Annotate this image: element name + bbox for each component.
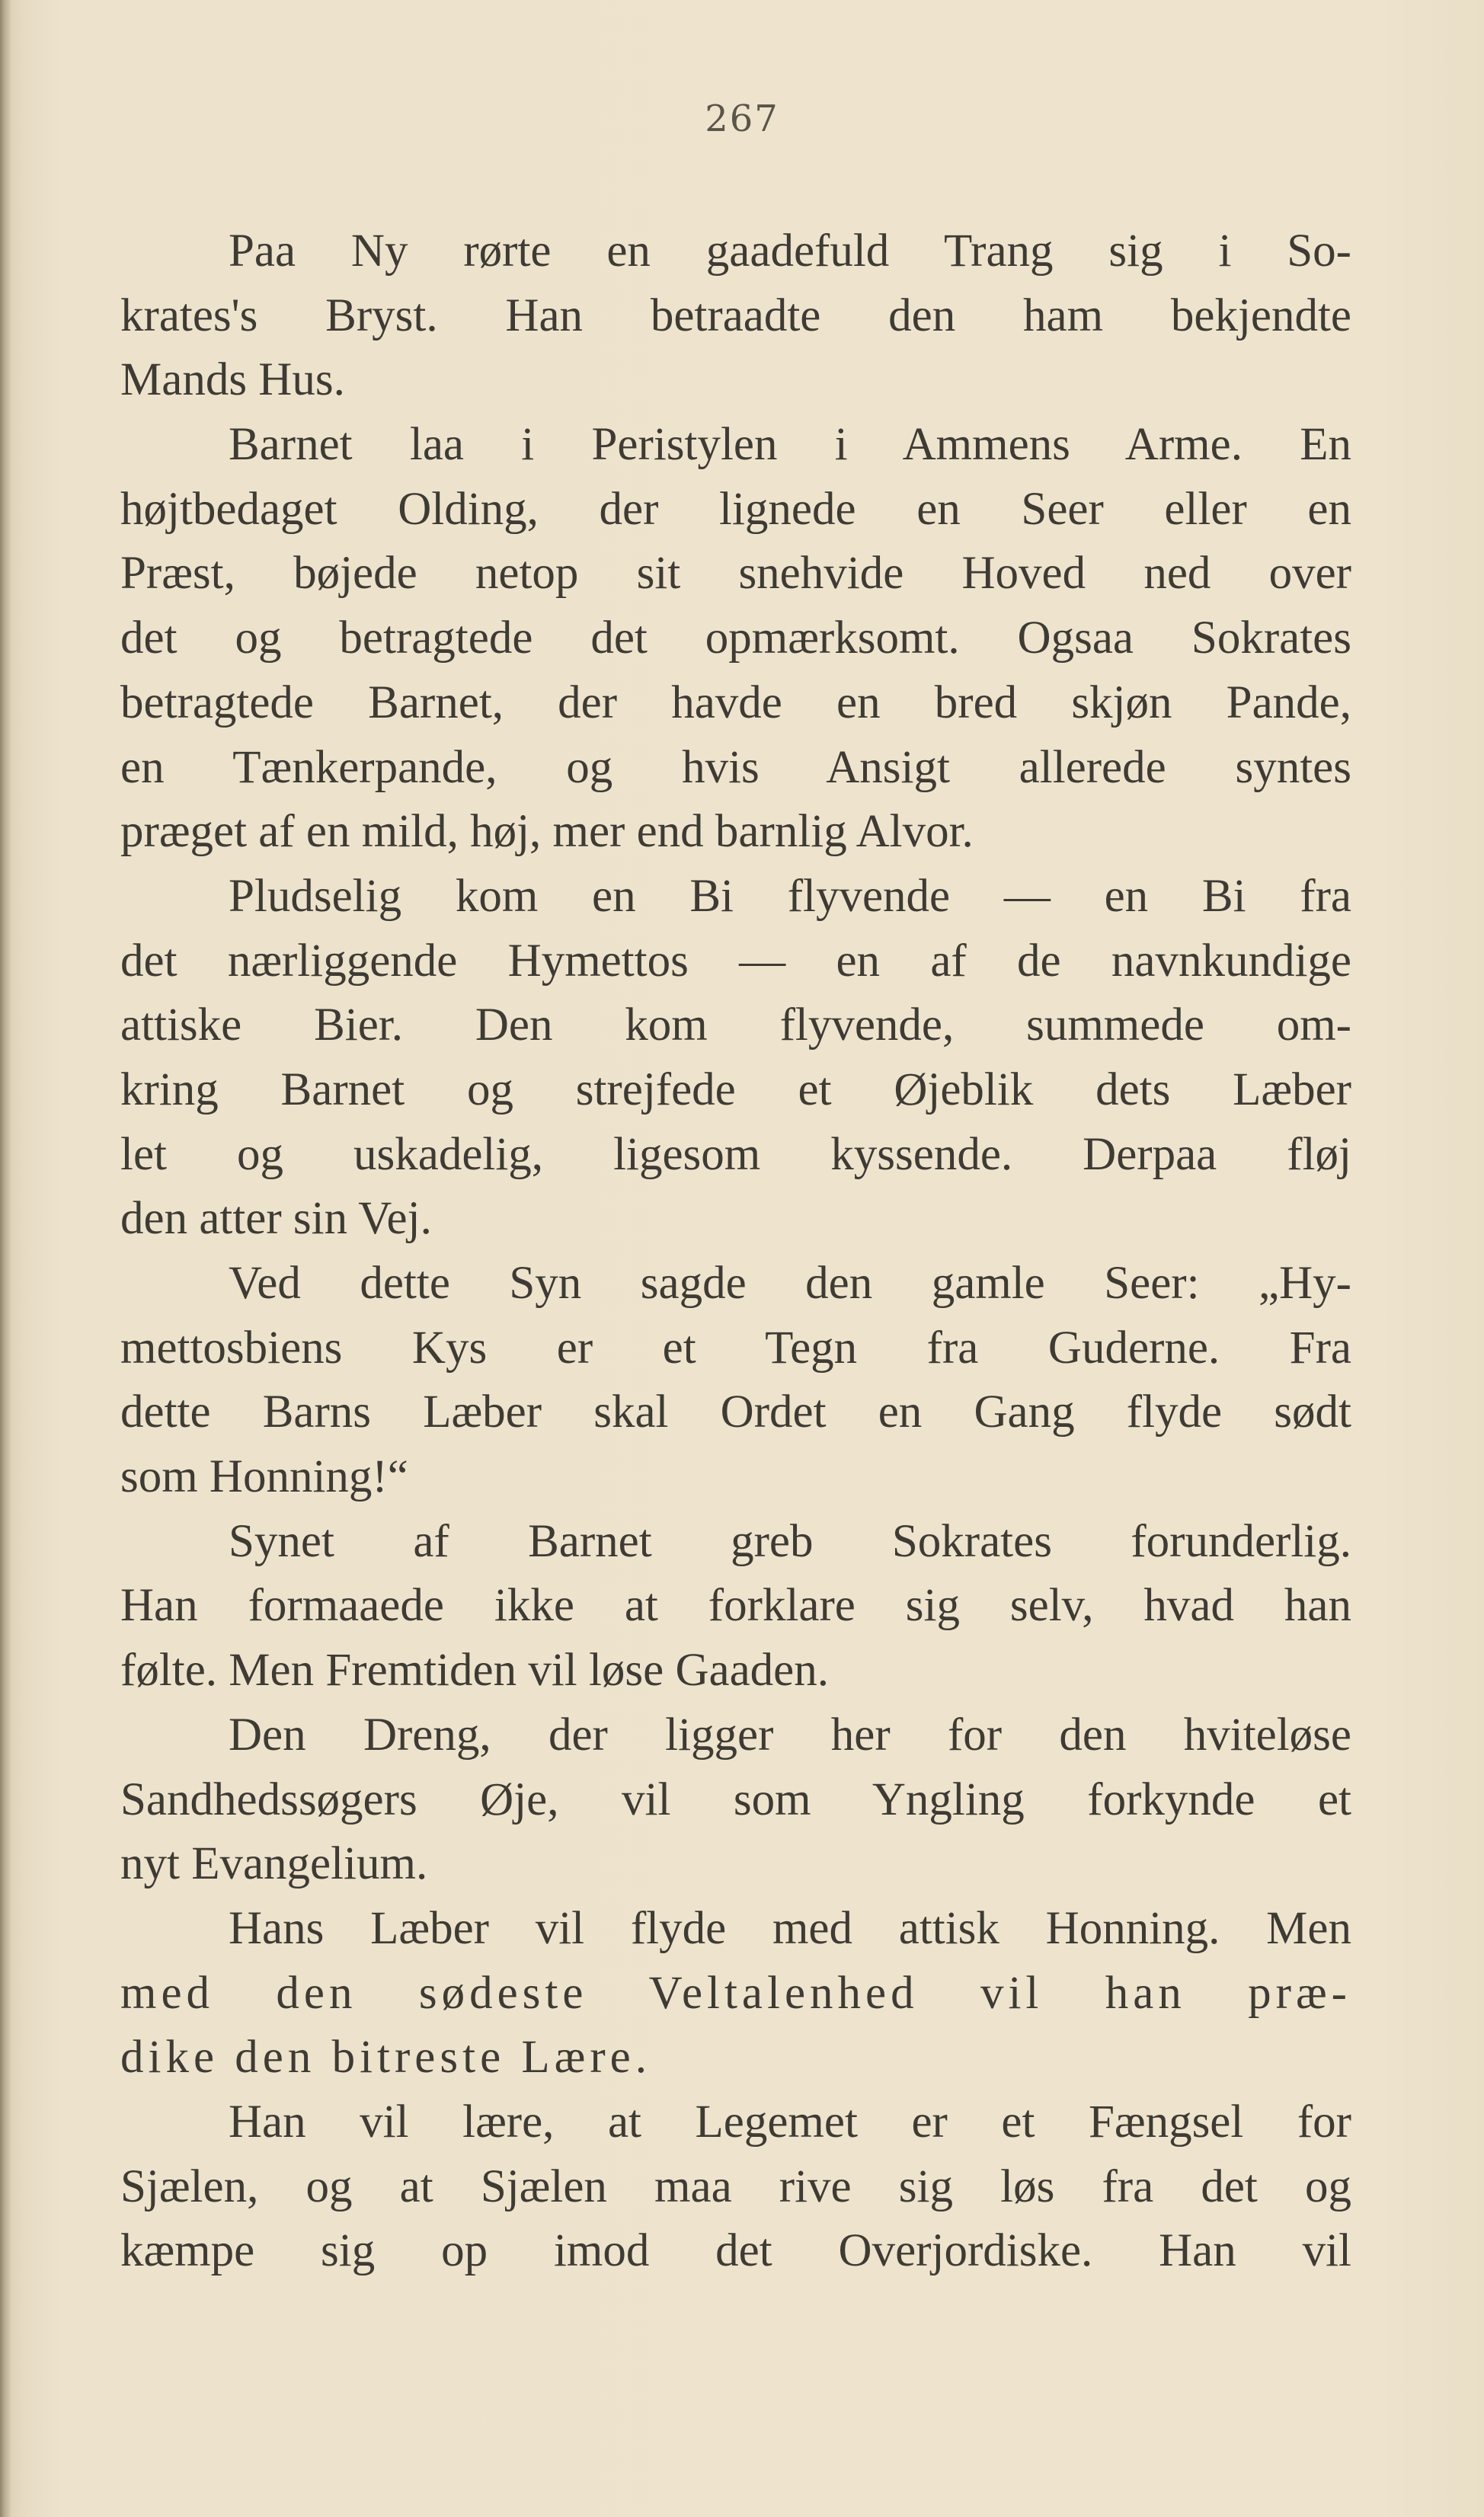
text-line: den atter sin Vej. bbox=[120, 1193, 432, 1245]
text-line: nyt Evangelium. bbox=[120, 1838, 428, 1890]
text-line: præget af en mild, høj, mer end barnlig Alvor. bbox=[120, 806, 974, 858]
binding-edge bbox=[0, 0, 11, 2517]
text-line: Barnet laa i Peristylen i Ammens Arme. En bbox=[229, 419, 1351, 471]
text-line: mettosbiens Kys er et Tegn fra Guderne. Fra bbox=[120, 1322, 1351, 1374]
text-line: højtbedaget Olding, der lignede en Seer eller en bbox=[120, 483, 1351, 535]
text-line: det og betragtede det opmærksomt. Ogsaa Sokrates bbox=[120, 612, 1351, 664]
text-line: Synet af Barnet greb Sokrates forunderlig. bbox=[229, 1515, 1351, 1567]
text-line: med den sødeste Veltalenhed vil han præ- bbox=[120, 1967, 1351, 2019]
text-line: Hans Læber vil flyde med attisk Honning. Men bbox=[229, 1902, 1351, 1954]
text-line: som Honning!“ bbox=[120, 1451, 408, 1503]
text-line: Ved dette Syn sagde den gamle Seer: „Hy- bbox=[229, 1258, 1351, 1309]
text-line: Han vil lære, at Legemet er et Fængsel for bbox=[229, 2096, 1351, 2148]
text-line: kring Barnet og strejfede et Øjeblik dets Læber bbox=[120, 1063, 1351, 1115]
text-line: dette Barns Læber skal Ordet en Gang flyde sødt bbox=[120, 1386, 1351, 1438]
text-line: Den Dreng, der ligger her for den hviteløse bbox=[229, 1709, 1351, 1761]
text-line: Paa Ny rørte en gaadefuld Trang sig i So- bbox=[229, 225, 1351, 277]
text-line: en Tænkerpande, og hvis Ansigt allerede syntes bbox=[120, 741, 1351, 793]
text-line: attiske Bier. Den kom flyvende, summede om- bbox=[120, 999, 1351, 1051]
text-line: følte. Men Fremtiden vil løse Gaaden. bbox=[120, 1645, 830, 1697]
text-line: Pludselig kom en Bi flyvende — en Bi fra bbox=[229, 870, 1351, 922]
text-line: betragtede Barnet, der havde en bred skjøn Pande, bbox=[120, 676, 1351, 728]
body-text bbox=[120, 219, 1351, 2284]
text-line: Sandhedssøgers Øje, vil som Yngling forkynde et bbox=[120, 1773, 1351, 1825]
text-line: let og uskadelig, ligesom kyssende. Derpaa fløj bbox=[120, 1128, 1351, 1180]
text-line: krates's Bryst. Han betraadte den ham bekjendte bbox=[120, 289, 1351, 341]
text-line: kæmpe sig op imod det Overjordiske. Han vil bbox=[120, 2225, 1351, 2277]
text-line: Mands Hus. bbox=[120, 354, 345, 406]
text-line: det nærliggende Hymettos — en af de navnkundige bbox=[120, 935, 1351, 987]
text-line: Præst, bøjede netop sit snehvide Hoved ned over bbox=[120, 548, 1351, 600]
page-number: 267 bbox=[705, 98, 779, 140]
text-line: Sjælen, og at Sjælen maa rive sig løs fra det og bbox=[120, 2160, 1351, 2212]
text-line: Han formaaede ikke at forklare sig selv, hvad han bbox=[120, 1580, 1351, 1632]
text-line: dike den bitreste Lære. bbox=[120, 2032, 651, 2084]
